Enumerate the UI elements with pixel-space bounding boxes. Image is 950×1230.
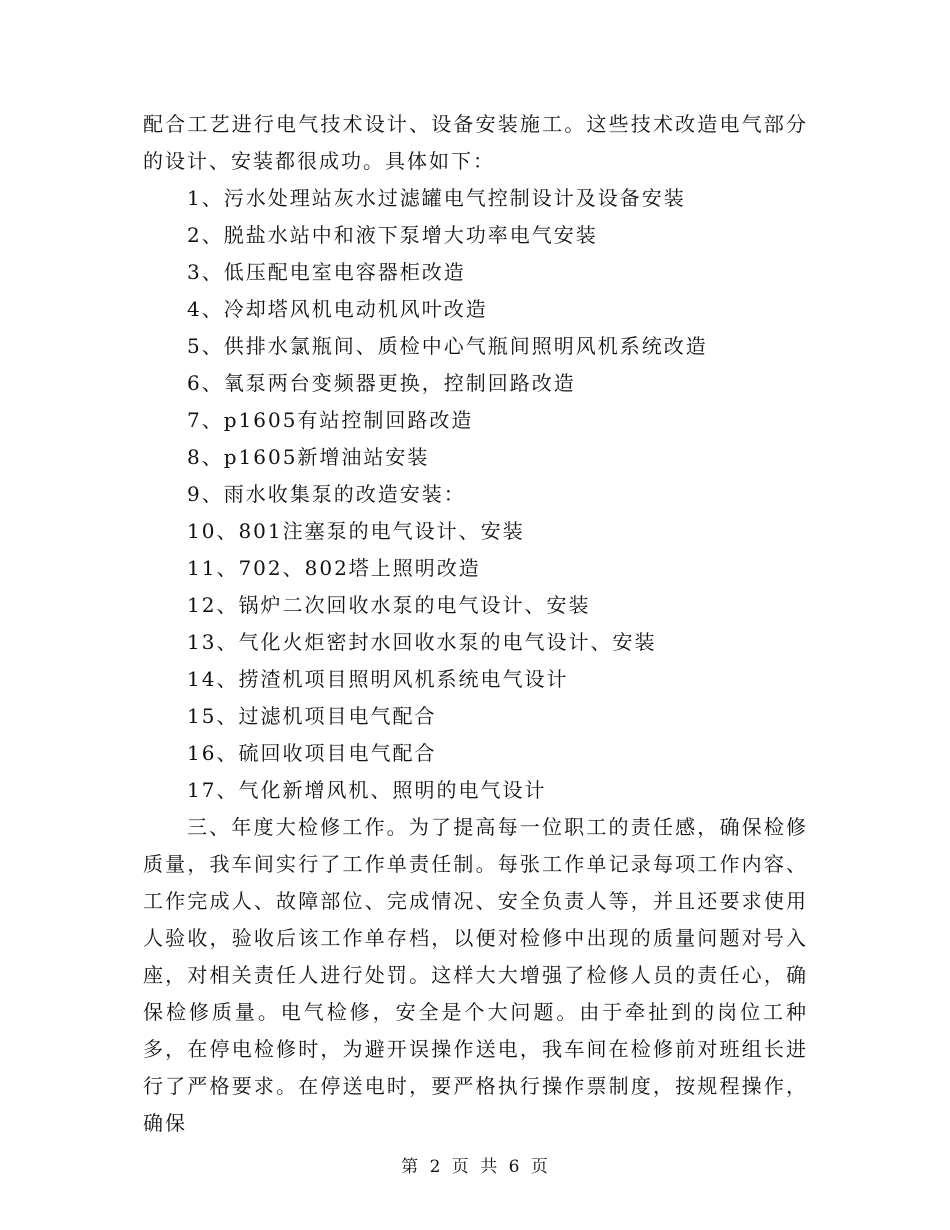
list-item: 2、脱盐水站中和液下泵增大功率电气安装 bbox=[187, 223, 598, 247]
document-body bbox=[143, 106, 808, 1142]
section-paragraph: 三、年度大检修工作。为了提高每一位职工的责任感，确保检修质量，我车间实行了工作单责任制。每张工作单记录每项工作内容、工作完成人、故障部位、完成情况、安全负责人等，并且还要求使用人验收，验收后该工作单存档，以便对检修中出现的质量问题对号入座，对相关责任人进行处罚。这样大大增强了检修人员的责任心，确保检修质量。电气检修，安全是个大问题。由于牵扯到的岗位工种多，在停电检修时，为避开误操作送电，我车间在检修前对班组长进行了严格要求。在停送电时，要严格执行操作票制度，按规程操作，确保 bbox=[143, 815, 808, 1135]
intro-paragraph: 配合工艺进行电气技术设计、设备安装施工。这些技术改造电气部分的设计、安装都很成功。具体如下： bbox=[143, 112, 808, 173]
list-item: 12、锅炉二次回收水泵的电气设计、安装 bbox=[187, 593, 591, 617]
list-item: 16、硫回收项目电气配合 bbox=[187, 741, 437, 765]
list-item: 10、801注塞泵的电气设计、安装 bbox=[187, 519, 525, 543]
list-item: 13、气化火炬密封水回收水泵的电气设计、安装 bbox=[187, 630, 657, 654]
list-item: 3、低压配电室电容器柜改造 bbox=[187, 260, 466, 284]
list-item: 5、供排水氯瓶间、质检中心气瓶间照明风机系统改造 bbox=[187, 334, 708, 358]
list-item: 7、p1605有站控制回路改造 bbox=[187, 408, 474, 432]
item-list bbox=[143, 180, 808, 809]
list-item: 9、雨水收集泵的改造安装： bbox=[187, 482, 466, 506]
list-item: 17、气化新增风机、照明的电气设计 bbox=[187, 778, 547, 802]
page-footer: 第 2 页 共 6 页 bbox=[401, 1157, 549, 1177]
list-item: 1、污水处理站灰水过滤罐电气控制设计及设备安装 bbox=[187, 186, 686, 210]
list-item: 4、冷却塔风机电动机风叶改造 bbox=[187, 297, 488, 321]
list-item: 11、702、802塔上照明改造 bbox=[187, 556, 481, 580]
list-item: 14、捞渣机项目照明风机系统电气设计 bbox=[187, 667, 569, 691]
list-item: 6、氧泵两台变频器更换，控制回路改造 bbox=[187, 371, 576, 395]
list-item: 15、过滤机项目电气配合 bbox=[187, 704, 437, 728]
list-item: 8、p1605新增油站安装 bbox=[187, 445, 430, 469]
